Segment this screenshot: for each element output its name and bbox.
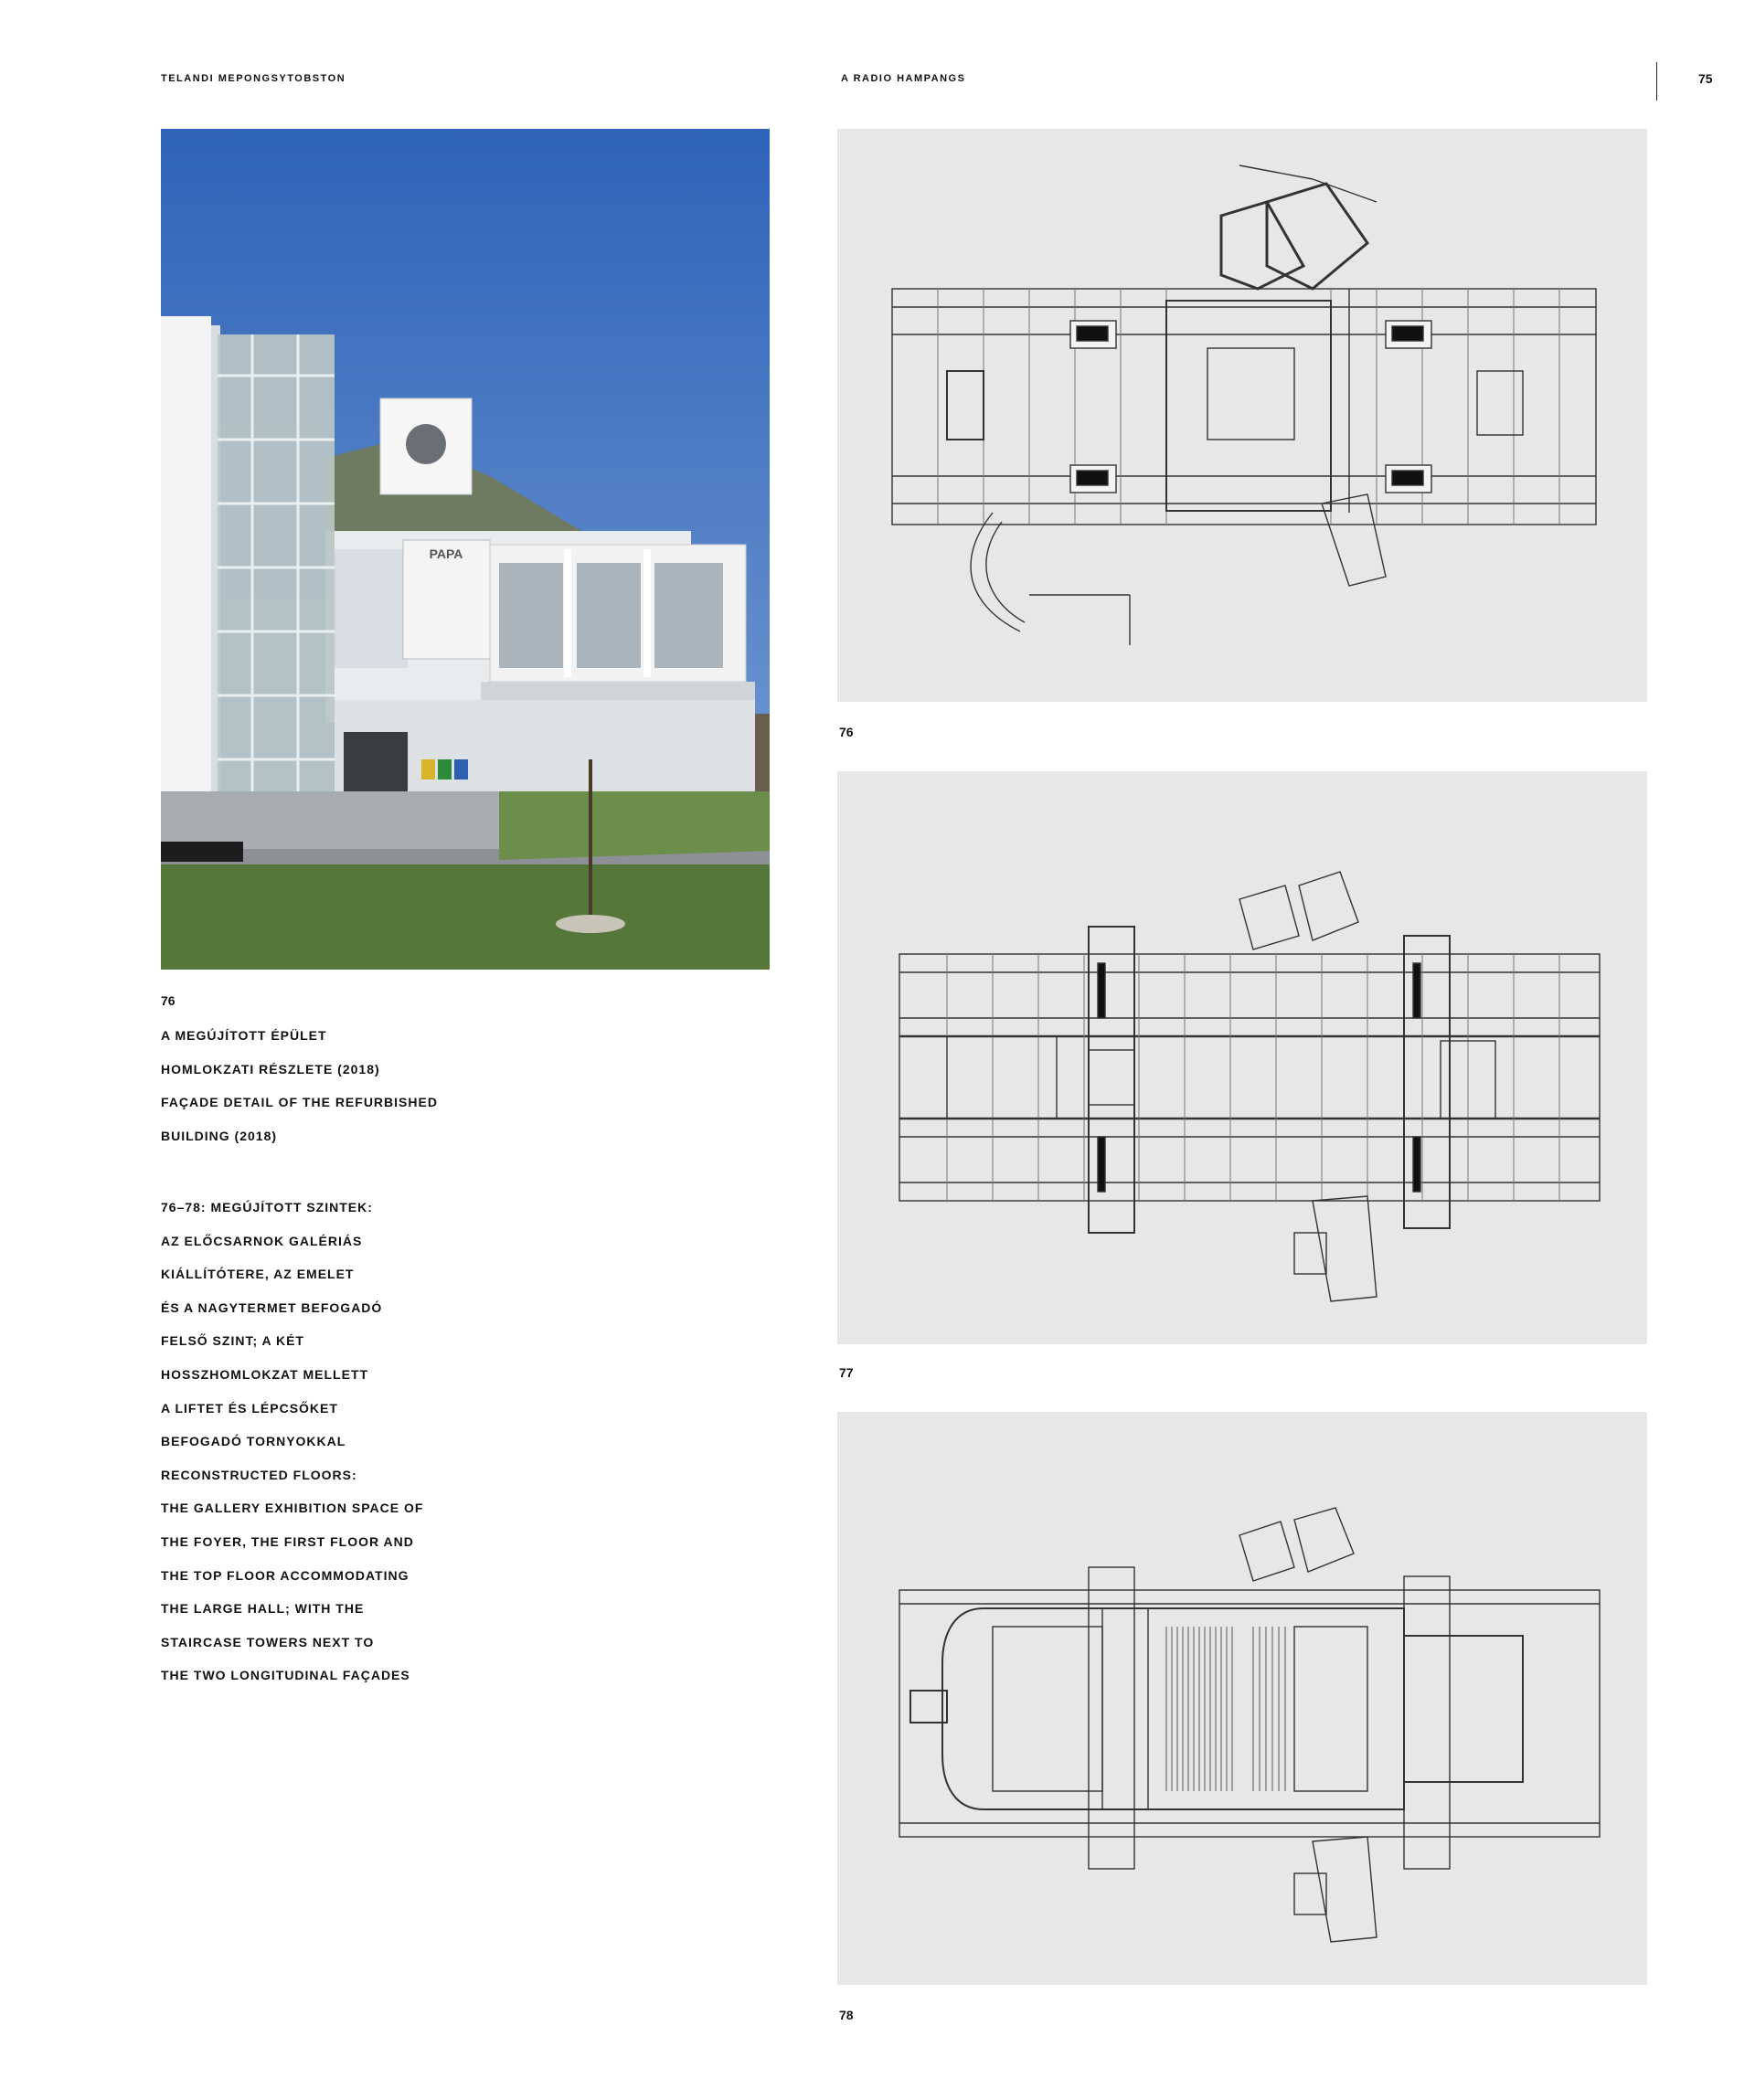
caption-line: FAÇADE DETAIL OF THE REFURBISHED (161, 1095, 438, 1110)
caption-line: THE TOP FLOOR ACCOMMODATING (161, 1567, 410, 1583)
caption-line: 76–78: MEGÚJÍTOTT SZINTEK: (161, 1200, 373, 1214)
caption-line: RECONSTRUCTED FLOORS: (161, 1467, 357, 1482)
caption-line: ÉS A NAGYTERMET BEFOGADÓ (161, 1299, 383, 1315)
caption-line: HOMLOKZATI RÉSZLETE (2018) (161, 1061, 380, 1077)
floor-plan-first (837, 771, 1647, 1344)
building-photo (161, 129, 770, 970)
running-header-left: TELANDI MEPONGSYTOBSTON (161, 73, 346, 84)
page-number: 75 (1698, 71, 1713, 86)
caption-line: THE GALLERY EXHIBITION SPACE OF (161, 1501, 424, 1516)
facade-sign: PAPA (429, 546, 463, 561)
caption-line: A LIFTET ÉS LÉPCSŐKET (161, 1400, 338, 1416)
photo-caption-number: 76 (161, 993, 176, 1008)
caption-line: STAIRCASE TOWERS NEXT TO (161, 1634, 375, 1649)
caption-line: AZ ELŐCSARNOK GALÉRIÁS (161, 1233, 363, 1248)
caption-line: THE LARGE HALL; WITH THE (161, 1601, 365, 1617)
caption-line: A MEGÚJÍTOTT ÉPÜLET (161, 1028, 327, 1043)
header-divider (1656, 62, 1657, 101)
caption-line: BUILDING (2018) (161, 1128, 278, 1143)
caption-line: HOSSZHOMLOKZAT MELLETT (161, 1366, 369, 1382)
caption-line: BEFOGADÓ TORNYOKKAL (161, 1434, 346, 1449)
photo-caption (161, 1019, 545, 1152)
plan-number-77: 77 (839, 1365, 854, 1380)
running-header-section: A RADIO HAMPANGS (841, 73, 966, 84)
plan-number-78: 78 (839, 2008, 854, 2022)
floor-plan-top (837, 1412, 1647, 1985)
caption-line: THE FOYER, THE FIRST FLOOR AND (161, 1533, 414, 1549)
caption-line: THE TWO LONGITUDINAL FAÇADES (161, 1668, 410, 1683)
floor-plan-ground (837, 129, 1647, 702)
plans-caption (161, 1191, 545, 1692)
caption-line: FELSŐ SZINT; A KÉT (161, 1333, 304, 1349)
caption-line: KIÁLLÍTÓTERE, AZ EMELET (161, 1267, 355, 1282)
plan-number-76: 76 (839, 725, 854, 739)
